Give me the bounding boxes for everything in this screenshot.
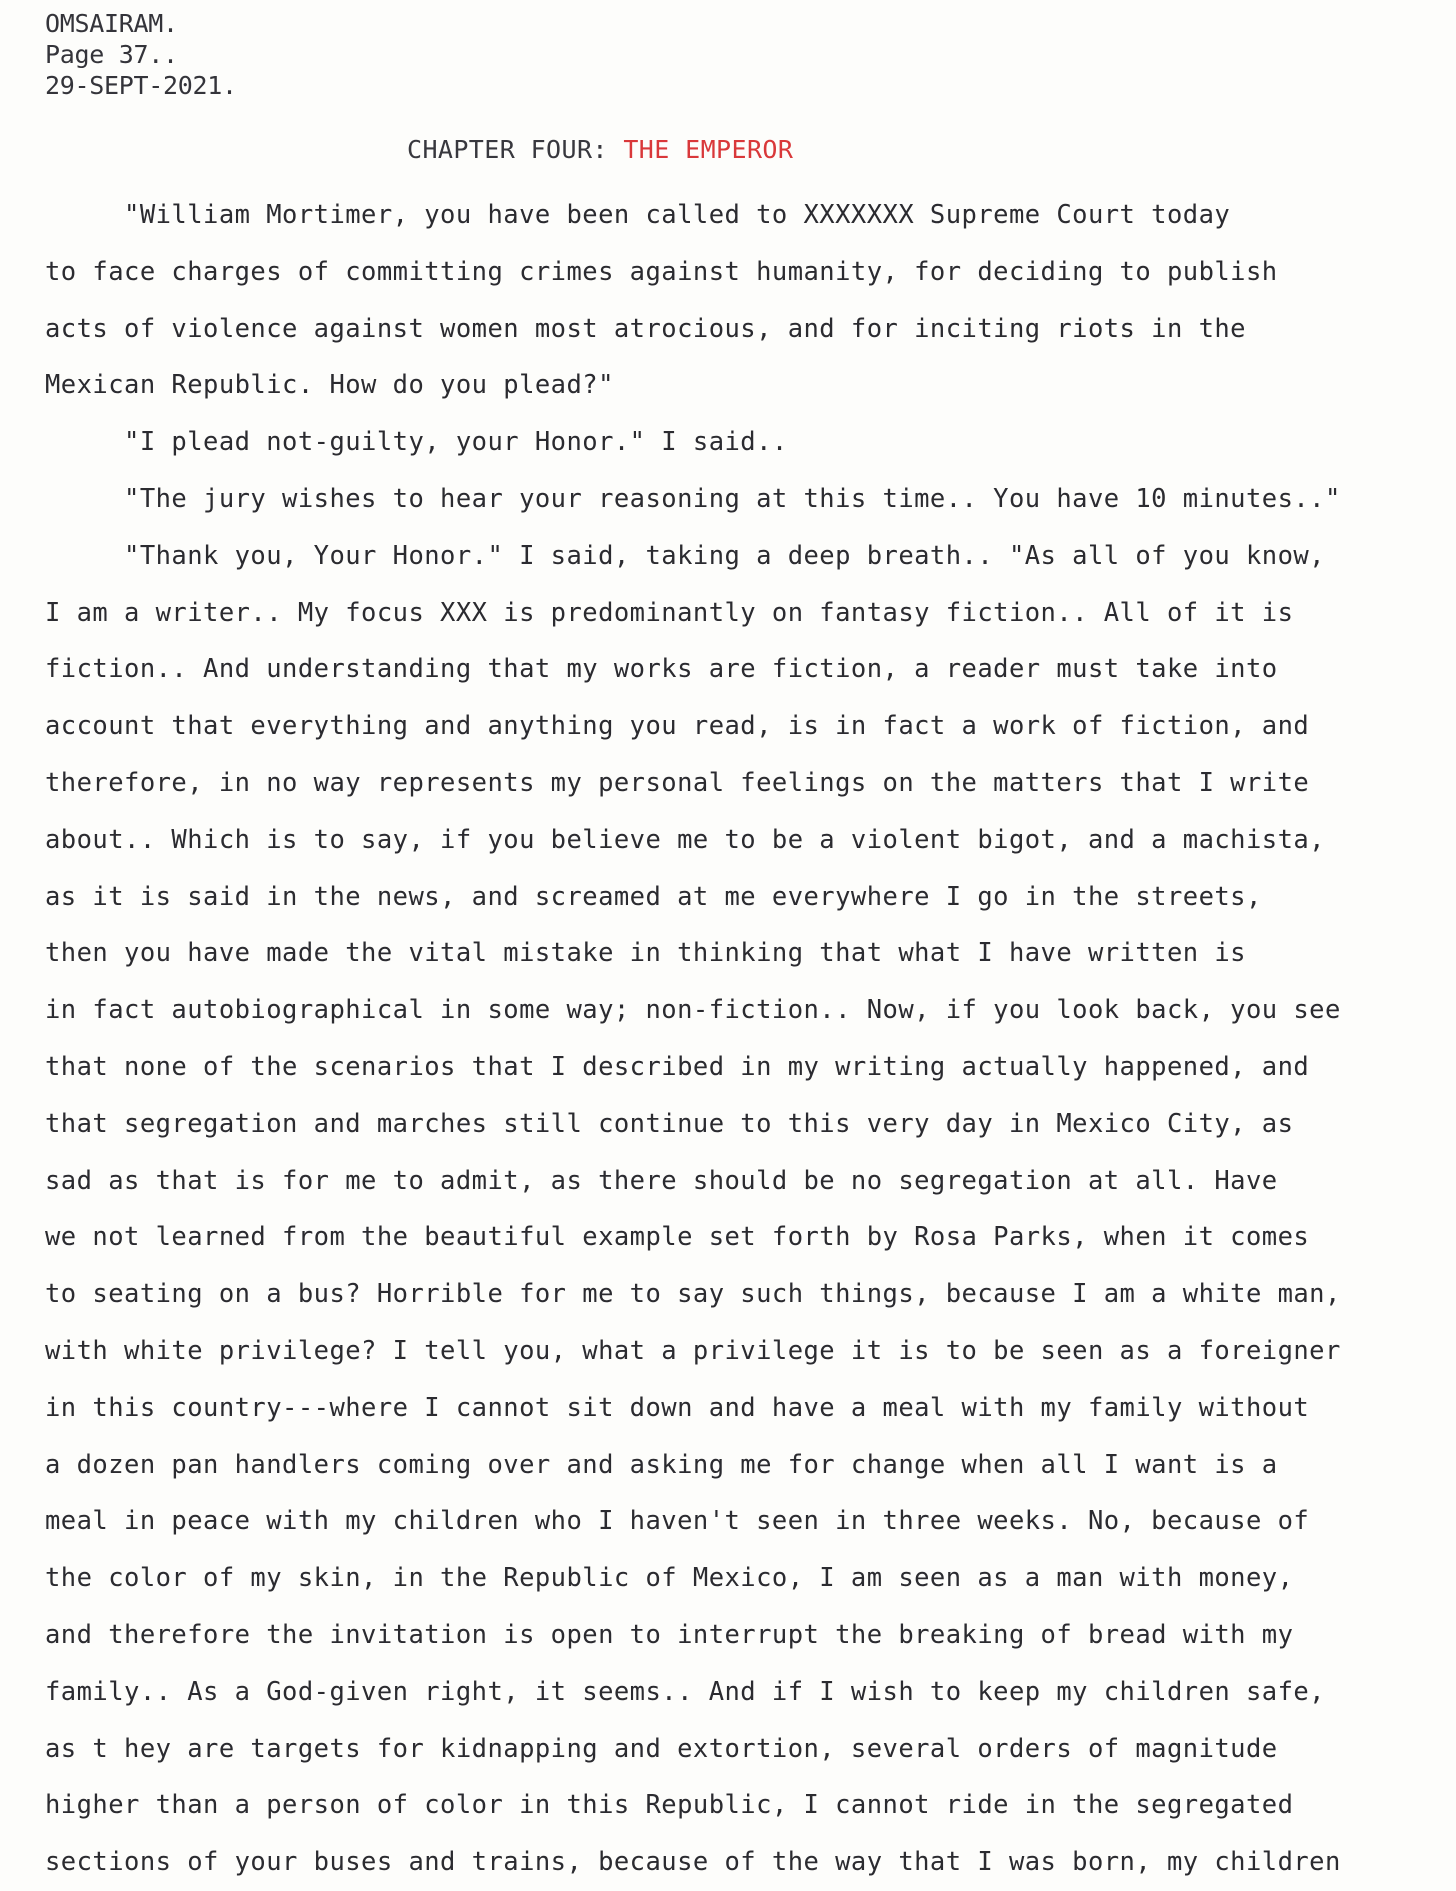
text-line: "William Mortimer, you have been called to XXXXXXX Supreme Court today bbox=[45, 200, 1231, 230]
text-line: acts of violence against women most atrocious, and for inciting riots in the bbox=[45, 313, 1246, 344]
text-line: that segregation and marches still continue to this very day in Mexico City, as bbox=[45, 1108, 1294, 1139]
text-line: to face charges of committing crimes against humanity, for deciding to publish bbox=[45, 256, 1278, 287]
text-line: about.. Which is to say, if you believe me to be a violent bigot, and a machista, bbox=[45, 824, 1325, 855]
text-line: that none of the scenarios that I described in my writing actually happened, and bbox=[45, 1051, 1310, 1082]
text-line: therefore, in no way represents my personal feelings on the matters that I write bbox=[45, 767, 1310, 798]
text-line: fiction.. And understanding that my works are fiction, a reader must take into bbox=[45, 654, 1278, 685]
text-line: as it is said in the news, and screamed at me everywhere I go in the streets, bbox=[45, 881, 1262, 912]
text-line: "Thank you, Your Honor." I said, taking a deep breath.. "As all of you know, bbox=[45, 540, 1325, 571]
text-line: then you have made the vital mistake in thinking that what I have written is bbox=[45, 938, 1246, 969]
header-title: OMSAIRAM. bbox=[45, 9, 178, 38]
text-line: in this country---where I cannot sit down and have a meal with my family without bbox=[45, 1392, 1310, 1423]
text-line: meal in peace with my children who I haven't seen in three weeks. No, because of bbox=[45, 1506, 1310, 1537]
page-header bbox=[45, 8, 1456, 101]
text-line: to seating on a bus? Horrible for me to say such things, because I am a white man, bbox=[45, 1279, 1341, 1310]
header-page-number: Page 37.. bbox=[45, 40, 178, 69]
text-line: I am a writer.. My focus XXX is predominantly on fantasy fiction.. All of it is bbox=[45, 597, 1294, 628]
chapter-title: THE EMPEROR bbox=[623, 135, 794, 164]
text-line: we not learned from the beautiful example set forth by Rosa Parks, when it comes bbox=[45, 1222, 1310, 1253]
chapter-label: CHAPTER FOUR: bbox=[407, 135, 624, 164]
text-line: as t hey are targets for kidnapping and extortion, several orders of magnitude bbox=[45, 1733, 1278, 1764]
text-line: sections of your buses and trains, because of the way that I was born, my children bbox=[45, 1847, 1341, 1878]
text-line: in fact autobiographical in some way; non-fiction.. Now, if you look back, you see bbox=[45, 995, 1341, 1026]
text-line: "The jury wishes to hear your reasoning at this time.. You have 10 minutes.." bbox=[45, 483, 1341, 514]
text-line: Mexican Republic. How do you plead?" bbox=[45, 370, 614, 401]
text-line: account that everything and anything you read, is in fact a work of fiction, and bbox=[45, 711, 1310, 742]
text-line: family.. As a God-given right, it seems.. And if I wish to keep my children safe, bbox=[45, 1676, 1325, 1707]
chapter-heading bbox=[407, 135, 1456, 165]
text-line: with white privilege? I tell you, what a privilege it is to be seen as a foreigner bbox=[45, 1335, 1341, 1366]
header-date: 29-SEPT-2021. bbox=[45, 71, 237, 100]
text-line: a dozen pan handlers coming over and asking me for change when all I want is a bbox=[45, 1449, 1278, 1480]
text-line: higher than a person of color in this Republic, I cannot ride in the segregated bbox=[45, 1790, 1294, 1821]
text-line: "I plead not-guilty, your Honor." I said.. bbox=[45, 427, 788, 458]
text-line: sad as that is for me to admit, as there should be no segregation at all. Have bbox=[45, 1165, 1278, 1196]
text-line: and therefore the invitation is open to interrupt the breaking of bread with my bbox=[45, 1619, 1294, 1650]
body-text bbox=[45, 187, 1456, 1891]
text-line: the color of my skin, in the Republic of Mexico, I am seen as a man with money, bbox=[45, 1563, 1294, 1594]
